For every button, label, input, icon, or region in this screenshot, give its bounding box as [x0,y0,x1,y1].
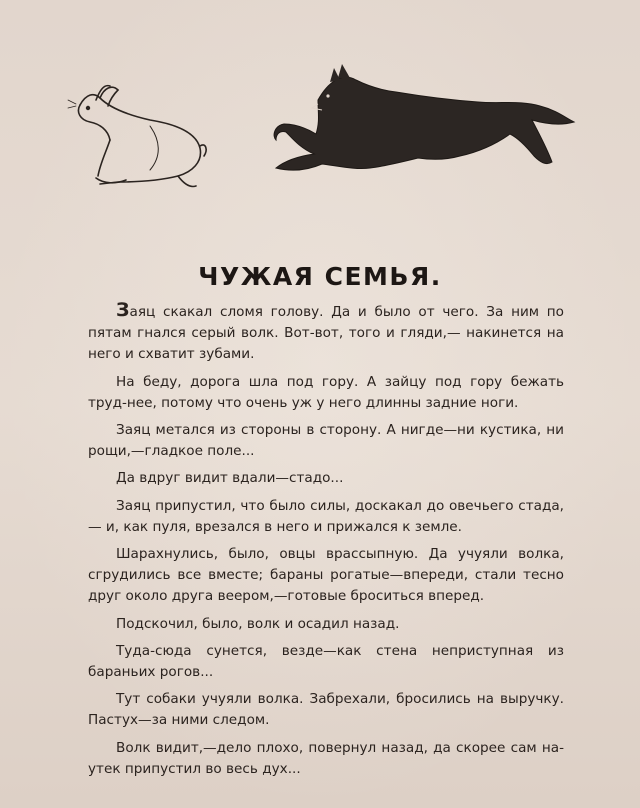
paragraph: Подскочил, было, волк и осадил назад. [116,615,400,632]
paragraph: Тут собаки учуяли волка. Забрехали, бросились на выручку. Пастух—за ними следом. [88,691,564,729]
paragraph: Туда-сюда сунется, везде—как стена неприступная из бараньих рогов... [88,642,564,681]
wolf-illustration [274,64,574,170]
paragraph: Заяц скакал сломя голову. Да и было от чего. За ним по пятам гнался серый волк. Вот-вот, того и гляди,— накинется на него и схватит зубами. [88,299,564,363]
drop-cap: З [116,299,130,321]
page-title: ЧУЖАЯ СЕМЬЯ. [198,262,442,291]
paragraph: Заяц припустил, что было силы, доскакал до овечьего стада,— и, как пуля, врезался в него и прижался к земле. [88,497,564,535]
paragraph: Заяц метался из стороны в сторону. А нигде—ни кустика, ни рощи,—гладкое поле... [88,422,564,460]
paragraph: На беду, дорога шла под гору. А зайцу под гору бежать труд-нее, потому что очень уж у него длинны задние ноги. [88,373,564,411]
paragraph: Да вдруг видит вдали—стадо... [116,470,344,487]
paragraph: Шарахнулись, было, овцы врассыпную. Да учуяли волка, сгрудились все вместе; бараны рогатые—впереди, стали тесно друг около друга веером,—готовые броситься вперед. [88,546,564,605]
illustration-area [0,60,640,210]
story-text [88,300,564,786]
hare-illustration [68,86,206,187]
paragraph: Волк видит,—дело плохо, повернул назад, да скорее сам на-утек припустил во весь дух... [88,739,564,777]
